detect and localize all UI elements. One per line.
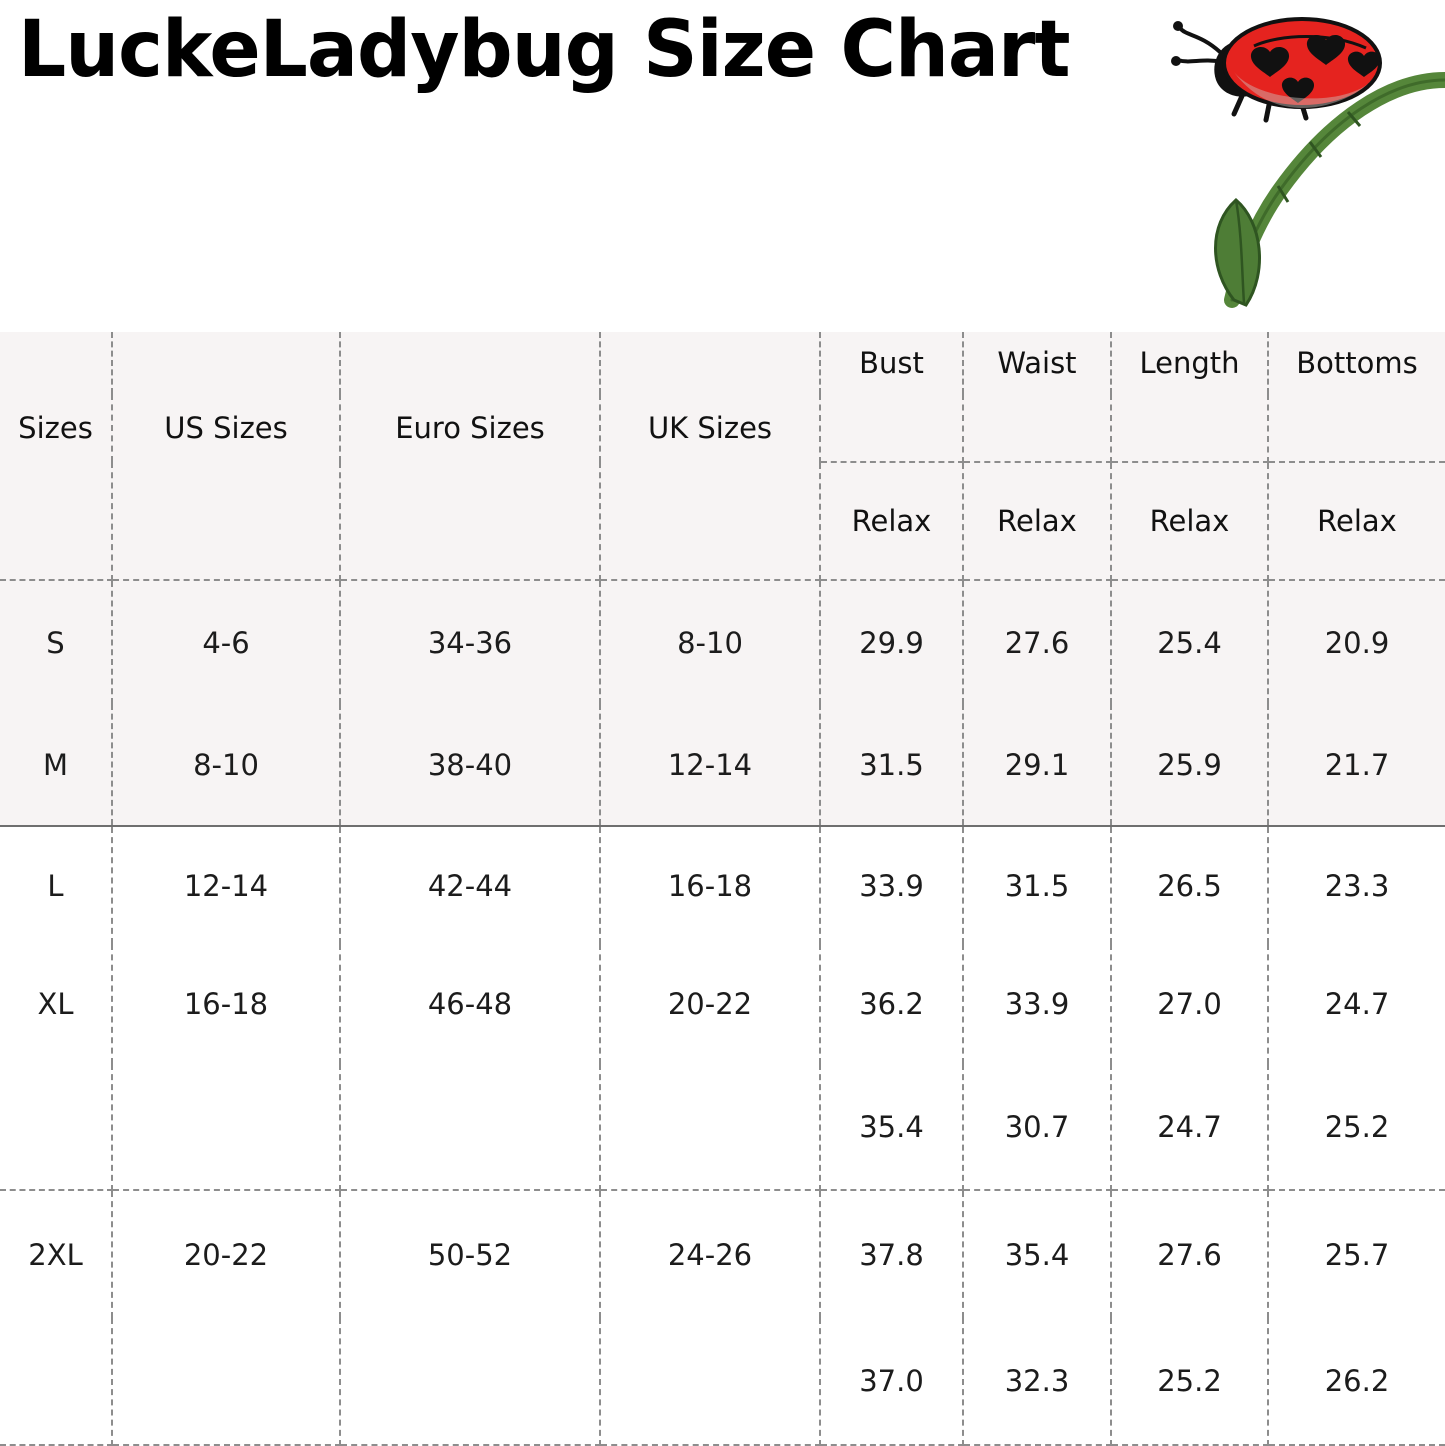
cell-size: L: [0, 826, 112, 944]
cell-waist: 33.9: [963, 944, 1111, 1064]
cell-bust: 31.5: [820, 704, 963, 826]
header-sub-cell-3: [600, 462, 820, 580]
cell-euro: 46-48: [340, 944, 600, 1064]
cell-bust: 29.9: [820, 580, 963, 704]
header-mid-cell-7: [1268, 394, 1445, 462]
cell-euro: 42-44: [340, 826, 600, 944]
header-mid-cell-4: [820, 394, 963, 462]
header-mid-cell-6: [1111, 394, 1268, 462]
cell-waist: 27.6: [963, 580, 1111, 704]
cell-bottoms: 20.9: [1268, 580, 1445, 704]
header-mid-cell-5: [963, 394, 1111, 462]
cell-us: [112, 1318, 340, 1445]
cell-waist: 30.7: [963, 1064, 1111, 1190]
cell-length: 27.6: [1111, 1190, 1268, 1318]
cell-waist: 32.3: [963, 1318, 1111, 1445]
cell-uk: 24-26: [600, 1190, 820, 1318]
table-header-sub-row: [0, 462, 1445, 580]
cell-uk: 16-18: [600, 826, 820, 944]
header-euro-sizes: Euro Sizes: [340, 394, 600, 462]
table-row: [0, 580, 1445, 704]
cell-us: 8-10: [112, 704, 340, 826]
cell-euro: 38-40: [340, 704, 600, 826]
cell-bust: 36.2: [820, 944, 963, 1064]
cell-size: 2XL: [0, 1190, 112, 1318]
title-area: [18, 2, 1198, 102]
cell-size: XL: [0, 944, 112, 1064]
cell-us: 20-22: [112, 1190, 340, 1318]
cell-bottoms: 24.7: [1268, 944, 1445, 1064]
table-header-top-row: [0, 332, 1445, 394]
table-row: [0, 944, 1445, 1064]
cell-euro: [340, 1064, 600, 1190]
cell-size: [0, 1318, 112, 1445]
header-top-cell-2: [340, 332, 600, 394]
cell-us: 16-18: [112, 944, 340, 1064]
table-row: [0, 1064, 1445, 1190]
cell-size: [0, 1064, 112, 1190]
cell-us: [112, 1064, 340, 1190]
cell-length: 27.0: [1111, 944, 1268, 1064]
cell-us: 12-14: [112, 826, 340, 944]
header-top-cell-3: [600, 332, 820, 394]
table-header-mid-row: [0, 394, 1445, 462]
header-bottoms-relax: Relax: [1268, 462, 1445, 580]
cell-uk: 20-22: [600, 944, 820, 1064]
cell-length: 25.4: [1111, 580, 1268, 704]
cell-length: 26.5: [1111, 826, 1268, 944]
table-row: [0, 1318, 1445, 1445]
cell-euro: [340, 1318, 600, 1445]
cell-bottoms: 23.3: [1268, 826, 1445, 944]
size-chart-table: [0, 332, 1445, 1446]
header-top-cell-1: [112, 332, 340, 394]
cell-bottoms: 25.2: [1268, 1064, 1445, 1190]
cell-bust: 37.0: [820, 1318, 963, 1445]
cell-waist: 31.5: [963, 826, 1111, 944]
table-row: [0, 704, 1445, 826]
cell-waist: 29.1: [963, 704, 1111, 826]
page-title: LuckeLadybug Size Chart: [18, 2, 1163, 98]
header-bottoms: Bottoms: [1268, 332, 1445, 394]
header-sizes: Sizes: [0, 394, 112, 462]
header-sub-cell-1: [112, 462, 340, 580]
table-row: [0, 826, 1445, 944]
header-length: Length: [1111, 332, 1268, 394]
cell-waist: 35.4: [963, 1190, 1111, 1318]
header-us-sizes: US Sizes: [112, 394, 340, 462]
cell-size: M: [0, 704, 112, 826]
cell-length: 25.9: [1111, 704, 1268, 826]
header-bust-relax: Relax: [820, 462, 963, 580]
table-row: [0, 1190, 1445, 1318]
header-waist-relax: Relax: [963, 462, 1111, 580]
header-sub-cell-2: [340, 462, 600, 580]
header-bust: Bust: [820, 332, 963, 394]
ladybug-icon: [1171, 19, 1380, 120]
cell-uk: [600, 1318, 820, 1445]
cell-uk: 8-10: [600, 580, 820, 704]
header-length-relax: Relax: [1111, 462, 1268, 580]
cell-us: 4-6: [112, 580, 340, 704]
header-uk-sizes: UK Sizes: [600, 394, 820, 462]
cell-bust: 37.8: [820, 1190, 963, 1318]
cell-size: S: [0, 580, 112, 704]
header-waist: Waist: [963, 332, 1111, 394]
cell-uk: [600, 1064, 820, 1190]
leaf-icon: [1216, 80, 1445, 305]
cell-length: 24.7: [1111, 1064, 1268, 1190]
cell-uk: 12-14: [600, 704, 820, 826]
cell-bust: 35.4: [820, 1064, 963, 1190]
cell-euro: 50-52: [340, 1190, 600, 1318]
header-top-cell-0: [0, 332, 112, 394]
cell-bottoms: 21.7: [1268, 704, 1445, 826]
cell-length: 25.2: [1111, 1318, 1268, 1445]
cell-bottoms: 25.7: [1268, 1190, 1445, 1318]
cell-euro: 34-36: [340, 580, 600, 704]
cell-bust: 33.9: [820, 826, 963, 944]
cell-bottoms: 26.2: [1268, 1318, 1445, 1445]
header-sub-cell-0: [0, 462, 112, 580]
